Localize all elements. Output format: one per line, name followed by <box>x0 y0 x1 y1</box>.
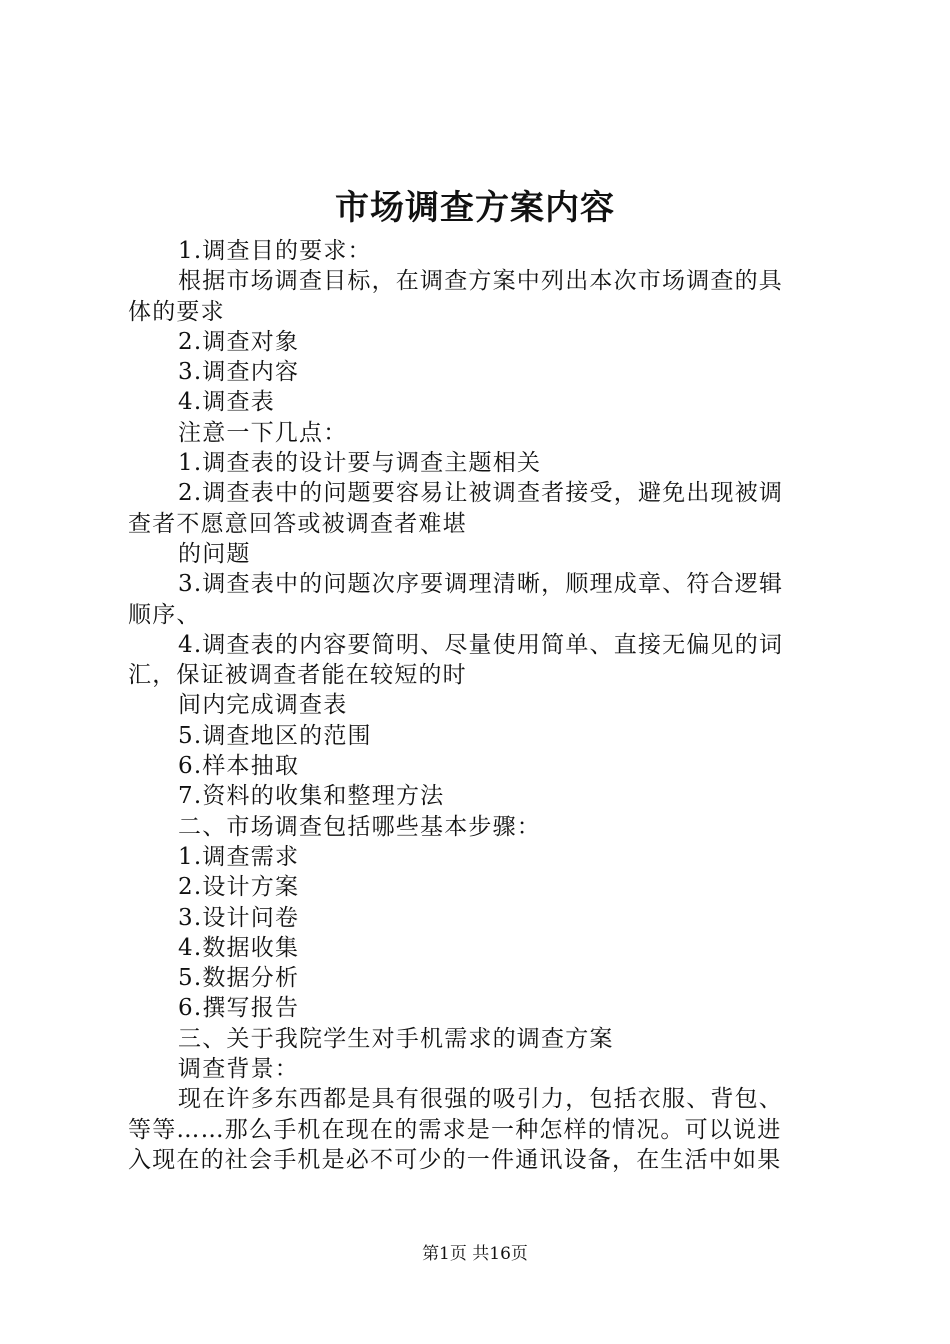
text-line: 1.调查表的设计要与调查主题相关 <box>178 450 542 477</box>
text-line: 顺序、 <box>128 601 201 628</box>
text-line: 5.调查地区的范围 <box>178 722 372 749</box>
text-line: 查者不愿意回答或被调查者难堪 <box>128 510 467 537</box>
text-line: 3.调查表中的问题次序要调理清晰，顺理成章、符合逻辑 <box>178 571 784 598</box>
text-line: 注意一下几点： <box>178 419 348 446</box>
text-line: 三、关于我院学生对手机需求的调查方案 <box>178 1025 614 1052</box>
text-line: 4.数据收集 <box>178 934 300 961</box>
document-title: 市场调查方案内容 <box>335 188 615 228</box>
text-line: 二、市场调查包括哪些基本步骤： <box>178 813 541 840</box>
text-line: 入现在的社会手机是必不可少的一件通讯设备，在生活中如果 <box>128 1146 782 1173</box>
text-line: 2.设计方案 <box>178 874 300 901</box>
text-line: 4.调查表 <box>178 389 275 416</box>
text-line: 等等……那么手机在现在的需求是一种怎样的情况。可以说进 <box>128 1116 782 1143</box>
text-line: 3.调查内容 <box>178 359 300 386</box>
text-line: 汇，保证被调查者能在较短的时 <box>128 662 467 689</box>
text-line: 体的要求 <box>128 298 225 325</box>
text-line: 间内完成调查表 <box>178 692 348 719</box>
text-line: 1.调查目的要求： <box>178 238 372 264</box>
text-line: 2.调查对象 <box>178 328 300 355</box>
text-line: 的问题 <box>178 540 251 567</box>
text-line: 5.数据分析 <box>178 965 300 992</box>
text-line: 3.设计问卷 <box>178 904 300 931</box>
document-body <box>128 236 833 1175</box>
text-line: 现在许多东西都是具有很强的吸引力，包括衣服、背包、 <box>178 1086 783 1113</box>
text-line: 根据市场调查目标，在调查方案中列出本次市场调查的具 <box>178 268 783 295</box>
text-line: 调查背景： <box>178 1056 299 1083</box>
text-line: 6.样本抽取 <box>178 753 300 780</box>
text-line: 1.调查需求 <box>178 843 300 870</box>
text-line: 7.资料的收集和整理方法 <box>178 783 445 810</box>
page-footer: 第1页 共16页 <box>422 1244 528 1264</box>
text-line: 4.调查表的内容要简明、尽量使用简单、直接无偏见的词 <box>178 631 784 658</box>
text-line: 6.撰写报告 <box>178 995 300 1022</box>
text-line: 2.调查表中的问题要容易让被调查者接受，避免出现被调 <box>178 480 784 507</box>
